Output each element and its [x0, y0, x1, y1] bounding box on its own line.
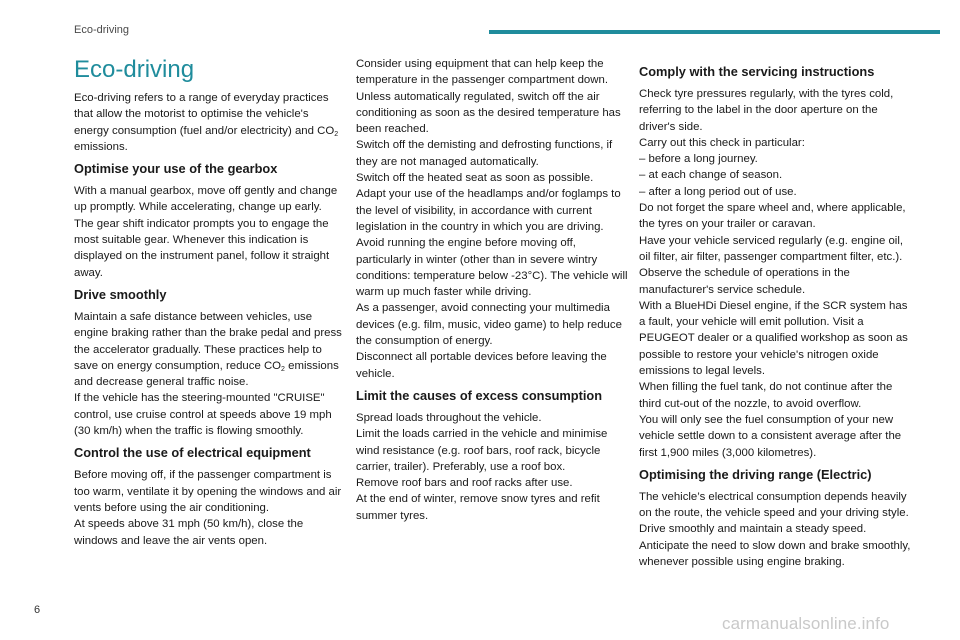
excess-text-3: Remove roof bars and roof racks after use. [356, 477, 573, 490]
excess-text-1: Spread loads throughout the vehicle. [356, 411, 542, 424]
gearbox-paragraph [74, 183, 346, 281]
service-list-item: – at each change of season. [639, 169, 783, 182]
column-1 [74, 56, 346, 553]
service-text-6: When filling the fuel tank, do not continue after the third cut-out of the nozzle, to avoid overflow. [639, 381, 893, 410]
range-text-3: Anticipate the need to slow down and brake smoothly, whenever possible using engine braking. [639, 539, 911, 569]
smooth-heading: Drive smoothly [74, 286, 167, 302]
service-list-item: – after a long period out of use. [639, 185, 797, 198]
service-heading: Comply with the servicing instructions [639, 64, 875, 79]
intro-paragraph [74, 90, 346, 155]
equipment-text-5: Adapt your use of the headlamps and/or foglamps to the level of visibility, in accordance with current legislation in the country in which you are driving. [356, 188, 621, 233]
gearbox-heading: Optimise your use of the gearbox [74, 161, 278, 177]
range-text-1: The vehicle’s electrical consumption depends heavily on the route, the vehicle speed and your driving style. [639, 490, 909, 520]
range-paragraph [639, 489, 911, 570]
equipment-text-3: Switch off the demisting and defrosting functions, if they are not managed automatically. [356, 139, 613, 168]
service-list-item: – before a long journey. [639, 153, 758, 166]
intro-text-end: emissions. [74, 140, 128, 153]
range-text-2: Drive smoothly and maintain a steady speed. [639, 523, 867, 536]
equipment-text-7: As a passenger, avoid connecting your multimedia devices (e.g. film, music, video game) to help reduce the consumption of energy. [356, 302, 622, 348]
equipment-text-8: Disconnect all portable devices before leaving the vehicle. [356, 351, 607, 380]
equipment-paragraph [356, 56, 628, 382]
page-title: Eco-driving [74, 56, 195, 83]
header-accent-bar [489, 30, 940, 34]
co2-subscript: 2 [334, 130, 339, 138]
watermark: carmanualsonline.info [722, 614, 890, 633]
equipment-text-6: Avoid running the engine before moving off, particularly in winter (other than in severe wintry conditions: temperature below -23°C). The vehicle will warm up much faster while driving. [356, 237, 628, 299]
column-2 [356, 56, 628, 528]
service-text-4: Have your vehicle serviced regularly (e.g. engine oil, oil filter, air filter, passenger compartment filter, etc.). Observe the schedule of operations in the manufacturer's service schedule. [639, 234, 904, 296]
equipment-text-2: Unless automatically regulated, switch off the air conditioning as soon as the desired temperature has been reached. [356, 90, 621, 136]
electrical-heading: Control the use of electrical equipment [74, 445, 311, 461]
range-heading: Optimising the driving range (Electric) [639, 466, 872, 482]
equipment-text-1: Consider using equipment that can help keep the temperature in the passenger compartment down. [356, 58, 608, 87]
excess-paragraph [356, 410, 628, 524]
page-number: 6 [34, 604, 41, 616]
smooth-paragraph [74, 309, 346, 439]
service-paragraph [639, 86, 911, 461]
electrical-text-1: Before moving off, if the passenger compartment is too warm, ventilate it by opening the windows and air vents before using the air conditioning. [74, 469, 342, 514]
column-3 [639, 58, 911, 574]
gearbox-text-1: With a manual gearbox, move off gently and change up promptly. While accelerating, change up early. [74, 185, 338, 214]
running-header: Eco-driving [74, 24, 130, 36]
electrical-paragraph [74, 467, 346, 548]
service-text-5: With a BlueHDi Diesel engine, if the SCR system has a fault, your vehicle will emit pollution. Visit a PEUGEOT dealer or a qualified workshop as soon as possible to restore your vehicle's nitrogen oxide emissions to legal levels. [639, 299, 908, 378]
service-text-1: Check tyre pressures regularly, with the tyres cold, referring to the label in the door aperture on the driver's side. [639, 88, 894, 133]
smooth-text-1: Maintain a safe distance between vehicles, use engine braking rather than the brake pedal and press the accelerator gradually. These practices help to save on energy consumption, reduce CO [74, 310, 342, 372]
excess-heading: Limit the causes of excess consumption [356, 387, 603, 403]
service-text-2: Carry out this check in particular: [639, 136, 805, 149]
excess-text-2: Limit the loads carried in the vehicle and minimise wind resistance (e.g. roof bars, roof rack, bicycle carrier, trailer). Preferably, use a roof box. [356, 428, 608, 473]
equipment-text-4: Switch off the heated seat as soon as possible. [356, 172, 594, 185]
service-text-3: Do not forget the spare wheel and, where applicable, the tyres on your trailer or caravan. [639, 202, 906, 231]
smooth-text-2: If the vehicle has the steering-mounted "CRUISE" control, use cruise control at speeds above 19 mph (30 km/h) when the traffic is flowing smoothly. [74, 392, 332, 438]
electrical-text-2: At speeds above 31 mph (50 km/h), close the windows and leave the air vents open. [74, 518, 304, 547]
intro-text: Eco-driving refers to a range of everyday practices that allow the motorist to optimise the vehicle's energy consumption (fuel and/or electricity) and CO [74, 92, 335, 137]
service-text-7: You will only see the fuel consumption of your new vehicle settle down to a consistent average after the first 1,900 miles (3,000 kilometres). [639, 413, 902, 459]
excess-text-4: At the end of winter, remove snow tyres and refit summer tyres. [356, 493, 600, 522]
smooth-text-1-end: emissions and decrease general traffic noise. [74, 359, 339, 389]
gearbox-text-2: The gear shift indicator prompts you to engage the most suitable gear. Whenever this indication is displayed on the instrument panel, follow it straight away. [74, 217, 330, 279]
co2-subscript: 2 [281, 365, 285, 373]
